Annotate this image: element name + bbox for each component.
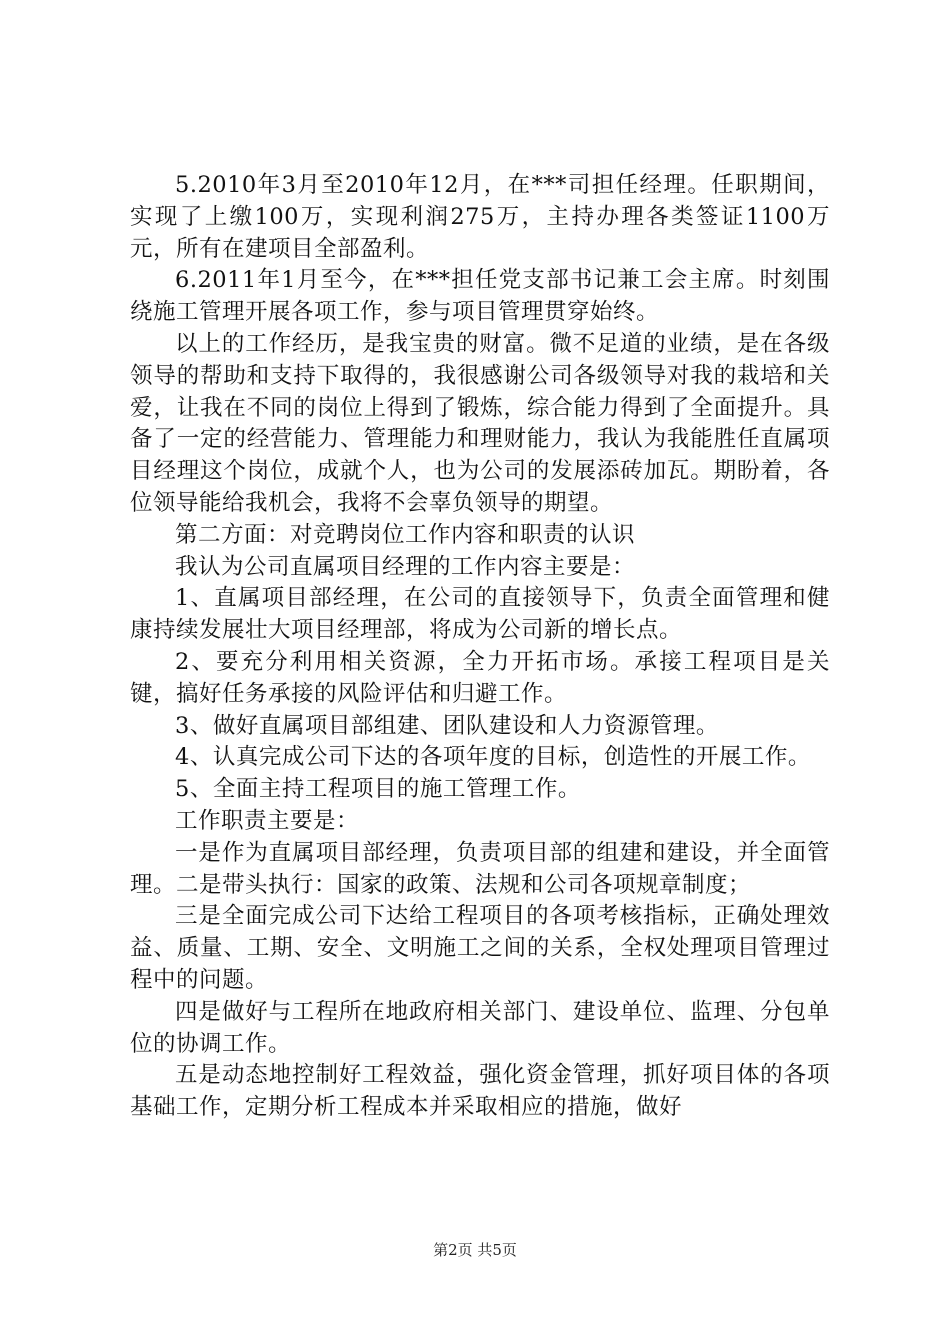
list-item-1: 1、直属项目部经理，在公司的直接领导下，负责全面管理和健康持续发展壮大项目经理部，将成为公司新的增长点。 [130, 585, 830, 644]
list-item-5: 5、全面主持工程项目的施工管理工作。 [175, 776, 581, 803]
duty-paragraph-4: 五是动态地控制好工程效益，强化资金管理，抓好项目体的各项基础工作，定期分析工程成本并采取相应的措施，做好 [130, 1062, 830, 1121]
list-item-4: 4、认真完成公司下达的各项年度的目标，创造性的开展工作。 [175, 744, 811, 771]
document-body [130, 170, 830, 1124]
page-number-footer: 第2页 共5页 [433, 1241, 517, 1259]
paragraph-3: 以上的工作经历，是我宝贵的财富。微不足道的业绩，是在各级领导的帮助和支持下取得的，我很感谢公司各级领导对我的栽培和关爱，让我在不同的岗位上得到了锻炼，综合能力得到了全面提升。具备了一定的经营能力、管理能力和理财能力，我认为我能胜任直属项目经理这个岗位，成就个人，也为公司的发展添砖加瓦。期盼着，各位领导能给我机会，我将不会辜负领导的期望。 [130, 330, 830, 516]
list-item-2: 2、要充分利用相关资源，全力开拓市场。承接工程项目是关键，搞好任务承接的风险评估和归避工作。 [130, 648, 830, 707]
duties-heading: 工作职责主要是： [175, 807, 360, 834]
duty-paragraph-2: 三是全面完成公司下达给工程项目的各项考核指标，正确处理效益、质量、工期、安全、文明施工之间的关系，全权处理项目管理过程中的问题。 [130, 903, 830, 993]
section-heading: 第二方面：对竞聘岗位工作内容和职责的认识 [175, 521, 636, 548]
duty-paragraph-3: 四是做好与工程所在地政府相关部门、建设单位、监理、分包单位的协调工作。 [130, 998, 830, 1057]
paragraph-1: 5.2010年3月至2010年12月，在***司担任经理。任职期间，实现了上缴100万，实现利润275万，主持办理各类签证1100万元，所有在建项目全部盈利。 [130, 172, 830, 262]
paragraph-5: 我认为公司直属项目经理的工作内容主要是： [175, 553, 636, 580]
list-item-3: 3、做好直属项目部组建、团队建设和人力资源管理。 [175, 712, 719, 739]
duty-paragraph-1: 一是作为直属项目部经理，负责项目部的组建和建设，并全面管理。二是带头执行：国家的政策、法规和公司各项规章制度； [130, 839, 830, 898]
paragraph-2: 6.2011年1月至今，在***担任党支部书记兼工会主席。时刻围绕施工管理开展各项工作，参与项目管理贯穿始终。 [130, 267, 830, 326]
